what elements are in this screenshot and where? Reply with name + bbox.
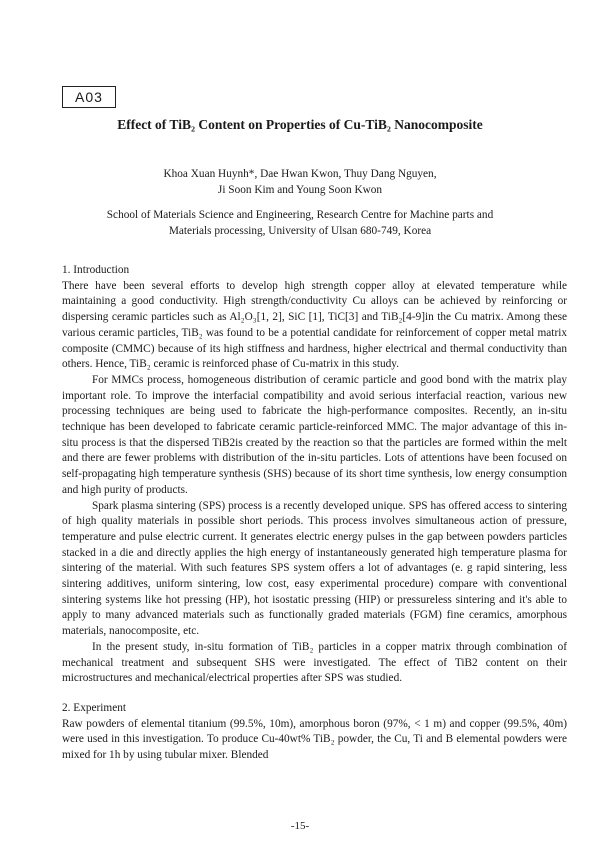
section-heading-experiment: 2. Experiment — [62, 701, 126, 714]
intro-paragraph-4: In the present study, in-situ formation of TiB₂ particles in a copper matrix through combination of mechanical treatment and subsequent SHS were investigated. The effect of TiB2 content on their microstructures and mechanical/electrical properties after SPS was studied. — [62, 640, 567, 685]
author-line-2: Ji Soon Kim and Young Soon Kwon — [217, 184, 383, 196]
abstract-code-box: A03 — [62, 86, 116, 108]
affiliation — [0, 207, 600, 239]
page-number: -15- — [290, 820, 310, 832]
author-line-1: Khoa Xuan Huynh*, Dae Hwan Kwon, Thuy Dang Nguyen, — [163, 168, 437, 180]
intro-paragraph-3: Spark plasma sintering (SPS) process is a recently developed unique. SPS has offered access to sintering of high quality materials in possible short periods. This process involves simultaneous action of pressure, temperature and pulse electric current. It generates electric energy pulses in the gap between powders particles stacked in a die and directly applies the high energy of instantaneously generated high temperature plasma for sintering of the material. With such features SPS system offers a lot of advantages (e. g rapid sintering, less sintering additives, uniform sintering, low cost, easy experimental procedure) compare with conventional sintering systems like hot pressing (HP), hot isostatic pressing (HIP) or pressureless sintering and it's able to apply to many advanced materials such as functionally graded materials (FGM) fine ceramics, amorphous materials, nanocomposite, etc. — [62, 499, 567, 638]
intro-paragraph-1: There have been several efforts to develop high strength copper alloy at elevated temperature while maintaining a good conductivity. High strength/conductivity Cu alloys can be achieved by reinforcing or dispersing ceramic particles such as Al₂O₃[1, 2], SiC [1], TiC[3] and TiB₂[4-9]in the Cu matrix. Among these various ceramic particles, TiB₂ was found to be a potential candidate for reinforcement of copper metal matrix composite (CMMC) because of its high stiffness and hardness, higher electrical and thermal conductivity than others. Hence, TiB₂ ceramic is reinforced phase of Cu-matrix in this study. — [62, 279, 567, 371]
affiliation-line-1: School of Materials Science and Engineering, Research Centre for Machine parts and — [106, 209, 494, 221]
author-list — [0, 166, 600, 198]
paper-title: Effect of TiB₂ Content on Properties of Cu-TiB₂ Nanocomposite — [117, 117, 483, 132]
paper-body — [62, 263, 567, 764]
experiment-paragraph-1: Raw powders of elemental titanium (99.5%, 10m), amorphous boron (97%, < 1 m) and copper (99.5%, 40m) were used in this investigation. To produce Cu-40wt% TiB₂ powder, the Cu, Ti and B elemental powders were mixed for 1h by using tubular mixer. Blended — [62, 717, 567, 762]
affiliation-line-2: Materials processing, University of Ulsan 680-749, Korea — [168, 225, 432, 237]
section-heading-introduction: 1. Introduction — [62, 264, 130, 276]
intro-paragraph-2: For MMCs process, homogeneous distribution of ceramic particle and good bond with the matrix play important role. To improve the interfacial compatibility and avoid serious interfacial reaction, various new processing techniques are being used to fabricate the high-performance composites. Recently, an in-situ technique has been developed to fabricate ceramic particle-reinforced MMC. The major advantage of this in-situ process is that the dispersed TiB2is created by the reaction so that the particles are formed within the melt and there are fewer problems with distribution of the in-situ particles. Lots of attentions have been focused on self-propagating high temperature synthesis (SHS) because of its short time synthesis, low energy consumption and high purity of products. — [62, 373, 567, 496]
